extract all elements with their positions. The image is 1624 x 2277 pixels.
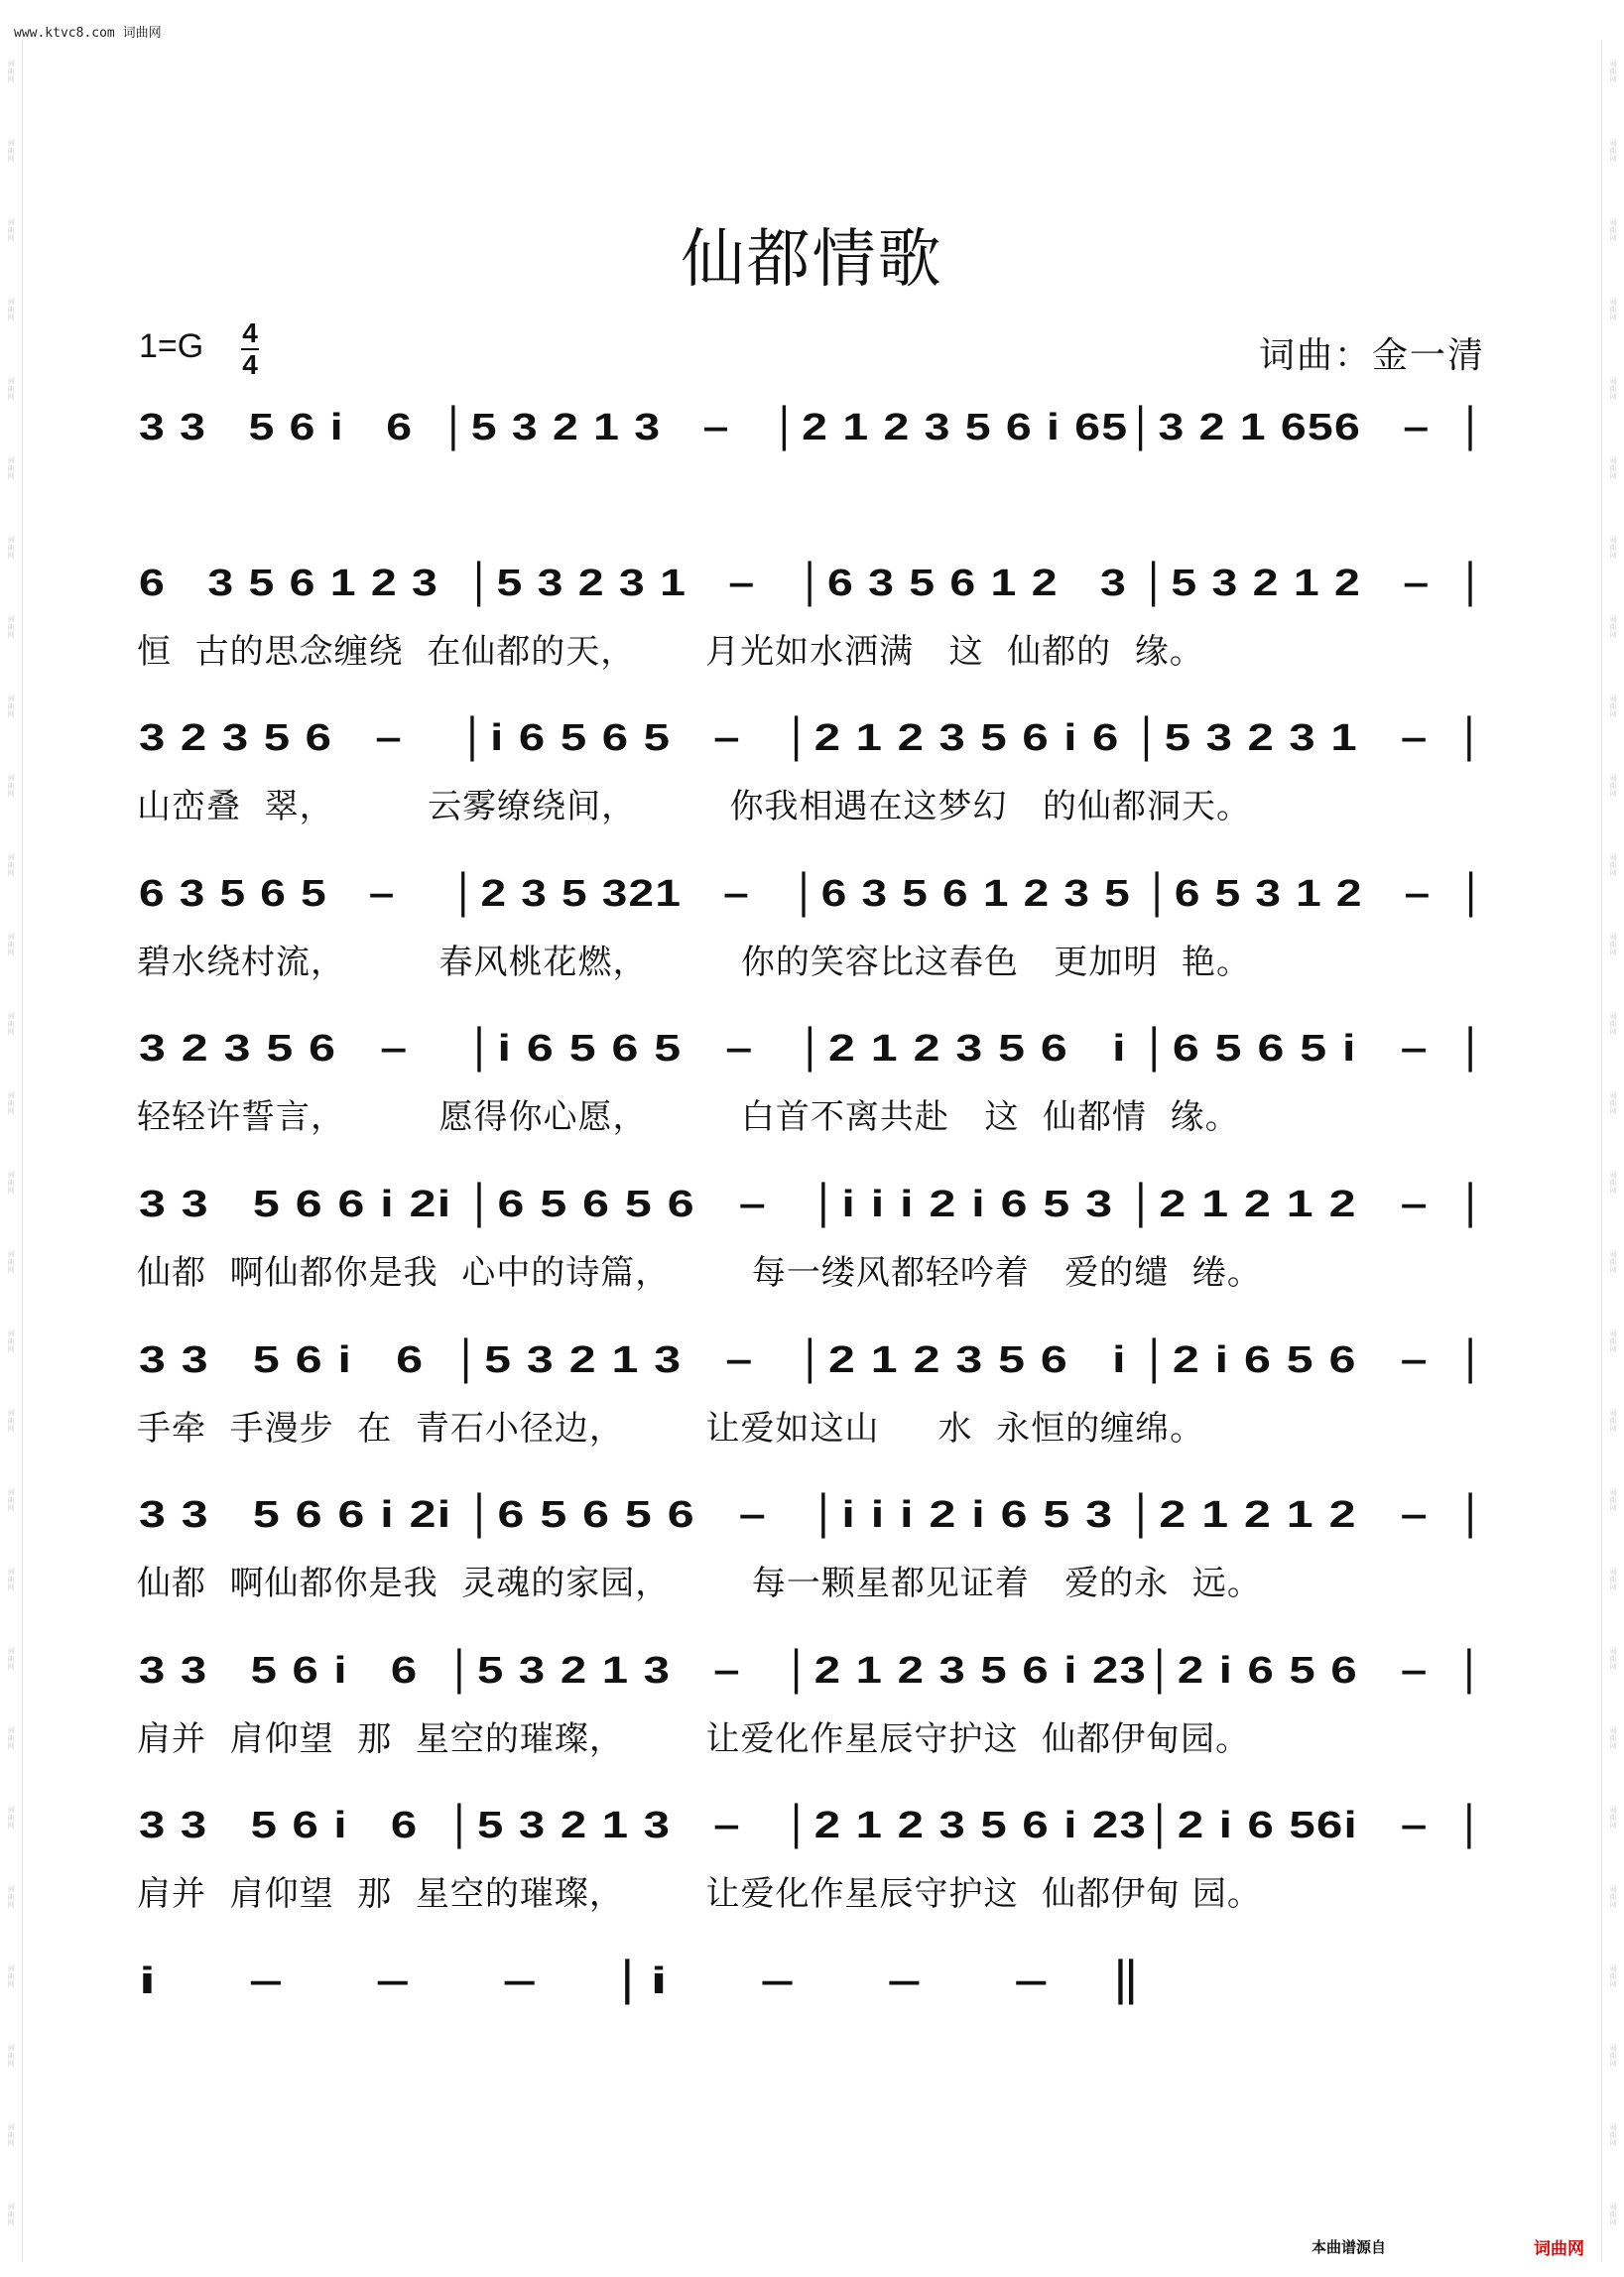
watermark-text: 词 曲 网 (1609, 1806, 1617, 1830)
watermark-text: 词 曲 网 (7, 1806, 15, 1830)
watermark-text: 词 曲 网 (7, 1091, 15, 1115)
watermark-text: 词 曲 网 (7, 1409, 15, 1433)
watermark-text: 词 曲 网 (7, 456, 15, 480)
watermark-text: 词 曲 网 (1609, 1250, 1617, 1274)
lyric-line: 轻轻许誓言， 愿得你心愿， 白首不离共赴 这 仙都情 缘。 (137, 1097, 1240, 1137)
notation-line: 6 3 5 6 1 2 3 │5 3 2 3 1 – │6 3 5 6 1 2 3 │5 3 2 1 2 – │ (139, 563, 1488, 604)
watermark-text: 词 曲 网 (1609, 298, 1617, 321)
watermark-text: 词 曲 网 (1609, 218, 1617, 242)
lyric-line: 仙都 啊仙都你是我 心中的诗篇， 每一缕风都轻吟着 爱的缱 绻。 (137, 1253, 1262, 1293)
footer-source-label: 本曲谱源自 (1311, 2238, 1386, 2256)
watermark-text: 词 曲 网 (7, 218, 15, 242)
watermark-text: 词 曲 网 (7, 1964, 15, 1988)
notation-line: 3 2 3 5 6 – │i 6 5 6 5 – │2 1 2 3 5 6 i │6 5 6 5 i – │ (139, 1028, 1489, 1070)
watermark-text: 词 曲 网 (1609, 2123, 1617, 2147)
watermark-text: 词 曲 网 (7, 60, 15, 83)
watermark-text: 词 曲 网 (1609, 1171, 1617, 1195)
lyric-line: 恒 古的思念缠绕 在仙都的天， 月光如水洒满 这 仙都的 缘。 (137, 632, 1204, 672)
watermark-text: 词 曲 网 (1609, 774, 1617, 798)
watermark-text: 词 曲 网 (7, 1171, 15, 1195)
key-signature: 1=G (139, 327, 204, 365)
watermark-text: 词 曲 网 (1609, 853, 1617, 877)
watermark-text: 词 曲 网 (7, 1647, 15, 1671)
watermark-text: 词 曲 网 (7, 853, 15, 877)
watermark-text: 词 曲 网 (7, 377, 15, 401)
watermark-text: 词 曲 网 (1609, 1726, 1617, 1750)
watermark-text: 词 曲 网 (7, 536, 15, 560)
notation-line: 3 2 3 5 6 – │i 6 5 6 5 – │2 1 2 3 5 6 i 6 │5 3 2 3 1 – │ (139, 717, 1488, 759)
watermark-text: 词 曲 网 (1609, 1488, 1617, 1512)
watermark-text: 词 曲 网 (1609, 139, 1617, 163)
watermark-text: 词 曲 网 (1609, 536, 1617, 560)
watermark-text: 词 曲 网 (7, 1250, 15, 1274)
notation-line: 6 3 5 6 5 – │2 3 5 321 – │6 3 5 6 1 2 3 5 │6 5 3 1 2 – │ (139, 873, 1489, 915)
notation-line: 3 3 5 6 i 6 │5 3 2 1 3 – │2 1 2 3 5 6 i │2 i 6 5 6 – │ (139, 1339, 1489, 1381)
notation-line: 3 3 5 6 i 6 │5 3 2 1 3 – │2 1 2 3 5 6 i 65│3 2 1 656 – │ (139, 407, 1488, 448)
time-signature (241, 319, 259, 379)
lyric-line: 仙都 啊仙都你是我 灵魂的家园， 每一颗星都见证着 爱的永 远。 (137, 1564, 1262, 1603)
notation-line: i – – – │i – – – ║ (139, 1961, 1149, 2002)
watermark-text: 词 曲 网 (1609, 1329, 1617, 1353)
watermark-text: 词 曲 网 (1609, 60, 1617, 83)
notation-line: 3 3 5 6 i 6 │5 3 2 1 3 – │2 1 2 3 5 6 i 23│2 i 6 5 6 – │ (139, 1650, 1488, 1692)
watermark-text: 词 曲 网 (7, 933, 15, 956)
watermark-text: 词 曲 网 (7, 2123, 15, 2147)
watermark-text: 词 曲 网 (7, 2203, 15, 2226)
lyric-line: 手牵 手漫步 在 青石小径边， 让爱如这山 水 永恒的缠绵。 (137, 1409, 1205, 1449)
watermark-text: 词 曲 网 (1609, 377, 1617, 401)
watermark-text: 词 曲 网 (1609, 615, 1617, 639)
watermark-text: 词 曲 网 (7, 695, 15, 718)
notation-line: 3 3 5 6 i 6 │5 3 2 1 3 – │2 1 2 3 5 6 i 23│2 i 6 56i – │ (139, 1805, 1488, 1846)
watermark-text: 词 曲 网 (1609, 456, 1617, 480)
notation-line: 3 3 5 6 6 i 2i │6 5 6 5 6 – │i i i 2 i 6 5 3 │2 1 2 1 2 – │ (139, 1494, 1489, 1536)
time-signature-top: 4 (242, 317, 258, 348)
notation-line: 3 3 5 6 6 i 2i │6 5 6 5 6 – │i i i 2 i 6 5 3 │2 1 2 1 2 – │ (139, 1184, 1489, 1225)
left-watermark-strip (0, 40, 23, 2262)
watermark-text: 词 曲 网 (7, 1568, 15, 1591)
watermark-text: 词 曲 网 (7, 1726, 15, 1750)
watermark-text: 词 曲 网 (1609, 1885, 1617, 1909)
watermark-text: 词 曲 网 (1609, 933, 1617, 956)
watermark-text: 词 曲 网 (1609, 2203, 1617, 2226)
watermark-text: 词 曲 网 (1609, 1647, 1617, 1671)
watermark-text: 词 曲 网 (7, 1329, 15, 1353)
footer-brand-link[interactable]: 词曲网 (1534, 2239, 1584, 2259)
lyric-line: 碧水绕村流， 春风桃花燃， 你的笑容比这春色 更加明 艳。 (137, 943, 1251, 982)
song-title: 仙都情歌 (681, 223, 943, 297)
watermark-text: 词 曲 网 (7, 1885, 15, 1909)
watermark-text: 词 曲 网 (7, 2044, 15, 2068)
watermark-text: 词 曲 网 (7, 774, 15, 798)
watermark-text: 词 曲 网 (1609, 1091, 1617, 1115)
time-signature-bottom: 4 (242, 349, 258, 380)
composer-credit: 词曲：金一清 (1258, 335, 1485, 376)
lyric-line: 肩并 肩仰望 那 星空的璀璨， 让爱化作星辰守护这 仙都伊甸园。 (137, 1719, 1251, 1759)
watermark-text: 词 曲 网 (7, 298, 15, 321)
watermark-text: 词 曲 网 (1609, 1568, 1617, 1591)
right-watermark-strip (1601, 40, 1624, 2262)
watermark-text: 词 曲 网 (1609, 1012, 1617, 1036)
lyric-line: 肩并 肩仰望 那 星空的璀璨， 让爱化作星辰守护这 仙都伊甸 园。 (137, 1874, 1262, 1914)
watermark-text: 词 曲 网 (7, 139, 15, 163)
watermark-text: 词 曲 网 (7, 1488, 15, 1512)
watermark-text: 词 曲 网 (1609, 1409, 1617, 1433)
site-url[interactable]: www.ktvc8.com 词曲网 (14, 26, 162, 41)
watermark-text: 词 曲 网 (7, 615, 15, 639)
watermark-text: 词 曲 网 (1609, 1964, 1617, 1988)
lyric-line: 山峦叠 翠， 云雾缭绕间， 你我相遇在这梦幻 的仙都洞天。 (137, 787, 1251, 826)
watermark-text: 词 曲 网 (1609, 695, 1617, 718)
watermark-text: 词 曲 网 (1609, 2044, 1617, 2068)
watermark-text: 词 曲 网 (7, 1012, 15, 1036)
